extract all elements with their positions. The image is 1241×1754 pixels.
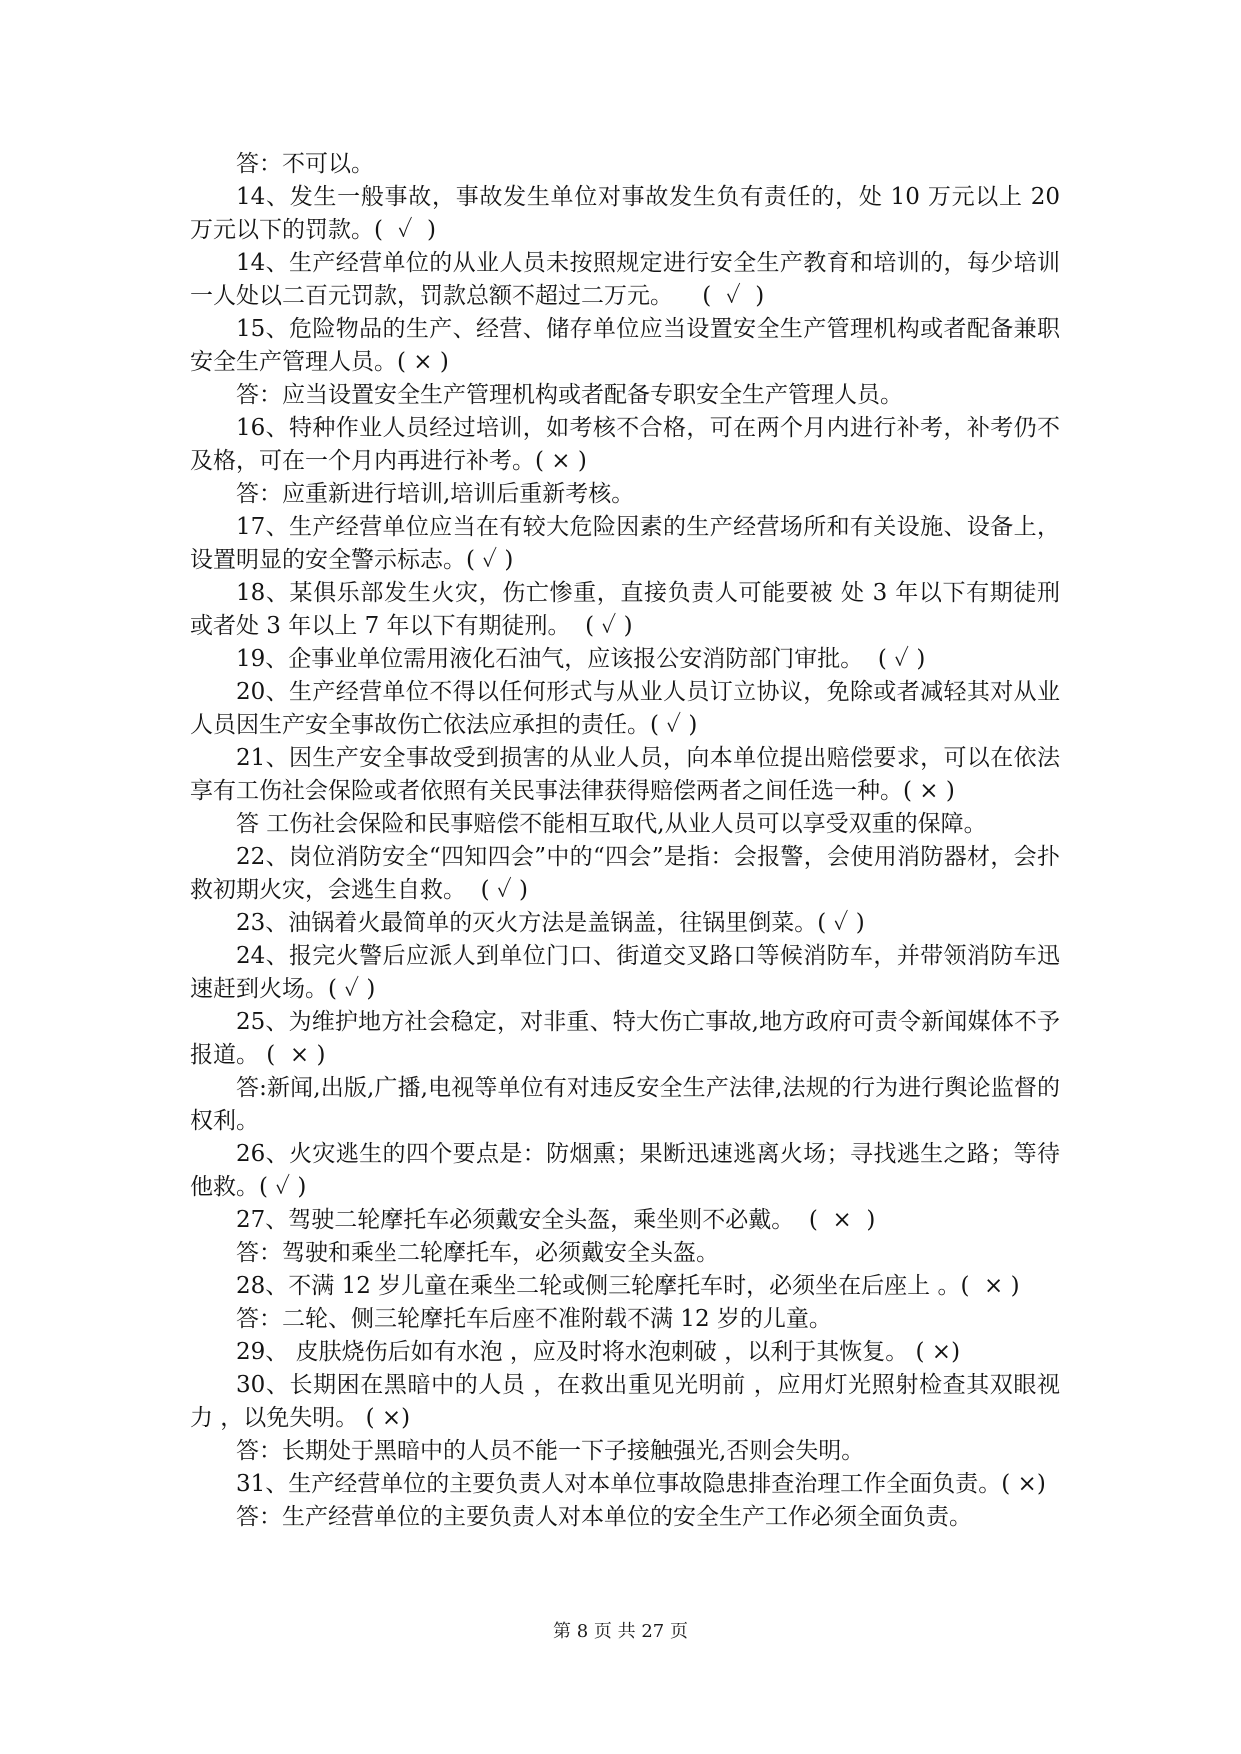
paragraph: 18、某俱乐部发生火灾，伤亡惨重，直接负责人可能要被 处 3 年以下有期徒刑或者处 3 年以上 7 年以下有期徒刑。 ( ✓ ) — [190, 580, 1060, 639]
page-footer: 第 8 页 共 27 页 — [553, 1621, 688, 1642]
paragraph: 27、驾驶二轮摩托车必须戴安全头盔，乘坐则不必戴。 ( × ) — [236, 1207, 876, 1233]
paragraph: 24、报完火警后应派人到单位门口、街道交叉路口等候消防车，并带领消防车迅速赶到火场。( ✓ ) — [190, 943, 1060, 1002]
paragraph: 31、生产经营单位的主要负责人对本单位事故隐患排查治理工作全面负责。( ×) — [236, 1471, 1046, 1497]
paragraph: 28、不满 12 岁儿童在乘坐二轮或侧三轮摩托车时，必须坐在后座上 。( × ) — [236, 1273, 1020, 1299]
paragraph: 21、因生产安全事故受到损害的从业人员，向本单位提出赔偿要求，可以在依法享有工伤社会保险或者依照有关民事法律获得赔偿两者之间任选一种。( × ) — [190, 745, 1060, 804]
paragraph: 15、危险物品的生产、经营、储存单位应当设置安全生产管理机构或者配备兼职安全生产管理人员。( × ) — [190, 316, 1060, 375]
paragraph: 22、岗位消防安全“四知四会”中的“四会”是指：会报警，会使用消防器材，会扑救初期火灾，会逃生自救。 ( ✓ ) — [190, 844, 1060, 903]
document-body — [190, 148, 1068, 1534]
paragraph: 16、特种作业人员经过培训，如考核不合格，可在两个月内进行补考，补考仍不及格，可在一个月内再进行补考。( × ) — [190, 415, 1060, 474]
paragraph: 答：驾驶和乘坐二轮摩托车，必须戴安全头盔。 — [236, 1240, 719, 1266]
paragraph: 答：应当设置安全生产管理机构或者配备专职安全生产管理人员。 — [236, 382, 903, 408]
paragraph: 29、 皮肤烧伤后如有水泡 ，应及时将水泡刺破 ，以利于其恢复。 ( ×) — [236, 1339, 961, 1365]
paragraph: 答：二轮、侧三轮摩托车后座不准附载不满 12 岁的儿童。 — [236, 1306, 832, 1332]
paragraph: 答：生产经营单位的主要负责人对本单位的安全生产工作必须全面负责。 — [236, 1504, 972, 1530]
paragraph: 23、油锅着火最简单的灭火方法是盖锅盖，往锅里倒菜。( ✓ ) — [236, 910, 865, 936]
paragraph: 20、生产经营单位不得以任何形式与从业人员订立协议，免除或者减轻其对从业人员因生产安全事故伤亡依法应承担的责任。( ✓ ) — [190, 679, 1060, 738]
paragraph: 答 工伤社会保险和民事赔偿不能相互取代,从业人员可以享受双重的保障。 — [236, 811, 987, 837]
paragraph: 30、长期困在黑暗中的人员 ，在救出重见光明前 ，应用灯光照射检查其双眼视力 ，以免失明。 ( ×) — [190, 1372, 1060, 1431]
paragraph: 答：长期处于黑暗中的人员不能一下子接触强光,否则会失明。 — [236, 1438, 865, 1464]
paragraph: 19、企事业单位需用液化石油气，应该报公安消防部门审批。 ( ✓ ) — [236, 646, 926, 672]
paragraph: 答：应重新进行培训,培训后重新考核。 — [236, 481, 635, 507]
paragraph: 17、生产经营单位应当在有较大危险因素的生产经营场所和有关设施、设备上，设置明显的安全警示标志。( ✓ ) — [190, 514, 1060, 573]
paragraph: 答：不可以。 — [236, 151, 374, 177]
paragraph: 14、生产经营单位的从业人员未按照规定进行安全生产教育和培训的，每少培训一人处以二百元罚款，罚款总额不超过二万元。 ( ✓ ) — [190, 250, 1060, 309]
paragraph: 14、发生一般事故，事故发生单位对事故发生负有责任的，处 10 万元以上 20 万元以下的罚款。( ✓ ) — [190, 184, 1068, 243]
paragraph: 答:新闻,出版,广播,电视等单位有对违反安全生产法律,法规的行为进行舆论监督的权利。 — [190, 1075, 1060, 1134]
paragraph: 26、火灾逃生的四个要点是：防烟熏；果断迅速逃离火场；寻找逃生之路；等待他救。( ✓ ) — [190, 1141, 1060, 1200]
paragraph: 25、为维护地方社会稳定，对非重、特大伤亡事故,地方政府可责令新闻媒体不予报道。 ( × ) — [190, 1009, 1060, 1068]
